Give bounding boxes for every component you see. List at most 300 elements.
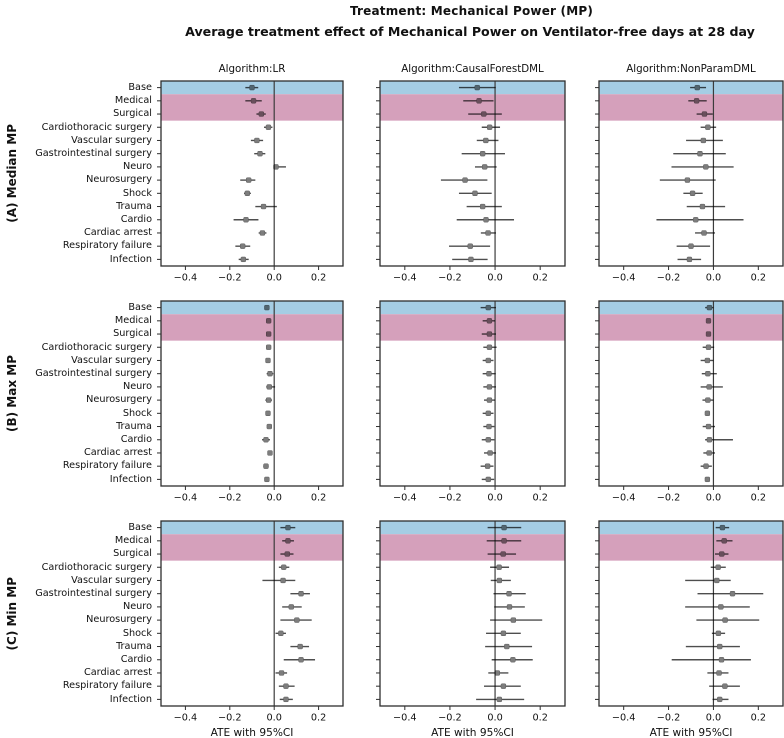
ci-point <box>441 178 487 183</box>
base-highlight-band <box>380 301 565 314</box>
x-tick-label: 0.2 <box>532 272 548 284</box>
ate-marker <box>482 164 487 169</box>
ate-marker <box>705 411 710 416</box>
ci-point <box>705 437 733 442</box>
x-tick-label: −0.4 <box>173 272 198 284</box>
x-tick-label: 0.2 <box>310 272 327 284</box>
ate-marker <box>284 684 289 689</box>
x-tick-label: −0.4 <box>173 712 198 724</box>
ci-point <box>482 437 495 442</box>
y-category-label: Infection <box>109 693 152 705</box>
ci-point <box>265 398 272 403</box>
ate-marker <box>502 525 507 530</box>
ate-marker <box>487 345 492 350</box>
ate-marker <box>261 204 266 209</box>
ate-marker <box>714 578 719 583</box>
ate-marker <box>685 178 690 183</box>
ate-marker <box>484 217 489 222</box>
ci-point <box>274 164 286 169</box>
x-tick-label: −0.4 <box>611 712 636 724</box>
medical-surgical-highlight-band <box>599 314 783 340</box>
ate-marker <box>267 424 272 429</box>
ate-marker <box>245 191 250 196</box>
ci-point <box>701 464 712 469</box>
ate-marker <box>706 424 711 429</box>
x-tick-label: −0.2 <box>438 492 462 504</box>
ate-marker <box>486 437 491 442</box>
y-category-label: Vascular surgery <box>71 134 152 146</box>
ate-marker <box>250 85 255 90</box>
y-category-label: Cardiothoracic surgery <box>41 561 152 573</box>
ate-marker <box>274 164 279 169</box>
ate-marker <box>266 332 271 337</box>
ate-marker <box>488 451 493 456</box>
medical-surgical-highlight-band <box>599 94 783 120</box>
y-category-label: Trauma <box>116 420 152 432</box>
ci-point <box>671 164 733 169</box>
x-tick-label: −0.2 <box>218 712 242 724</box>
ci-point <box>267 424 272 429</box>
y-category-label: Cardiac arrest <box>83 667 152 679</box>
ate-marker <box>694 98 699 103</box>
ci-point <box>452 257 487 262</box>
y-category-label: Surgical <box>113 328 152 340</box>
ate-marker <box>480 151 485 156</box>
ci-point <box>457 217 514 222</box>
ate-marker <box>722 684 727 689</box>
x-tick-label: −0.4 <box>611 272 636 284</box>
ate-marker <box>241 257 246 262</box>
ate-marker <box>497 578 502 583</box>
ci-point <box>263 464 268 469</box>
y-category-label: Medical <box>114 95 152 107</box>
ci-point <box>483 371 496 376</box>
ate-marker <box>481 112 486 117</box>
ci-point <box>687 204 725 209</box>
ci-point <box>493 591 525 596</box>
y-category-label: Infection <box>109 253 152 265</box>
y-category-label: Base <box>128 302 152 313</box>
ate-marker <box>487 398 492 403</box>
medical-surgical-highlight-band <box>599 534 783 560</box>
ate-marker <box>716 565 721 570</box>
ate-marker <box>716 631 721 636</box>
ate-marker <box>246 178 251 183</box>
ate-marker <box>717 644 722 649</box>
ate-marker <box>502 538 507 543</box>
ate-marker <box>480 204 485 209</box>
figure-title: Treatment: Mechanical Power (MP) <box>349 4 594 18</box>
y-category-label: Cardio <box>120 654 152 666</box>
ate-marker <box>705 125 710 130</box>
ci-point <box>276 631 286 636</box>
y-category-label: Neuro <box>122 381 152 393</box>
y-category-label: Surgical <box>113 108 152 120</box>
y-category-label: Neurosurgery <box>86 394 152 406</box>
ci-point <box>266 345 271 350</box>
ci-point <box>701 358 714 363</box>
ate-marker <box>244 217 249 222</box>
medical-surgical-highlight-band <box>380 534 565 560</box>
forest-subplot-min-mp-nonparamdml <box>599 521 783 738</box>
ate-marker <box>487 125 492 130</box>
ci-point <box>713 697 729 702</box>
ate-marker <box>497 565 502 570</box>
row-label-min-mp: (C) Min MP <box>5 576 19 651</box>
ate-marker <box>705 477 710 482</box>
ate-marker <box>704 464 709 469</box>
ci-point <box>239 257 249 262</box>
ci-point <box>284 657 315 662</box>
ate-marker <box>504 644 509 649</box>
ate-marker <box>286 525 291 530</box>
ate-marker <box>294 618 299 623</box>
ci-point <box>695 231 715 236</box>
ate-marker <box>690 191 695 196</box>
ate-marker <box>698 151 703 156</box>
ci-point <box>276 671 288 676</box>
ci-point <box>266 332 271 337</box>
x-tick-label: −0.4 <box>393 712 417 724</box>
x-axis-label: ATE with 95%CI <box>431 727 514 738</box>
x-tick-label: −0.2 <box>438 272 462 284</box>
ate-marker <box>299 657 304 662</box>
ci-point <box>484 398 495 403</box>
ate-marker <box>286 538 291 543</box>
ci-point <box>259 231 267 236</box>
ate-marker <box>289 604 294 609</box>
x-tick-label: −0.2 <box>656 272 681 284</box>
y-category-label: Trauma <box>116 640 152 652</box>
ci-point <box>482 125 500 130</box>
x-tick-label: −0.2 <box>656 492 681 504</box>
ate-marker <box>723 618 728 623</box>
ci-point <box>483 424 494 429</box>
forest-subplot-min-mp-lr <box>161 521 343 738</box>
ate-marker <box>260 231 265 236</box>
y-category-label: Neurosurgery <box>86 174 152 186</box>
y-category-label: Medical <box>114 535 152 547</box>
ci-point <box>685 604 750 609</box>
ci-point <box>280 697 293 702</box>
forest-subplot-max-mp-lr <box>161 301 343 504</box>
ci-point <box>459 191 492 196</box>
forest-subplot-min-mp-causalforestdml <box>380 521 565 738</box>
ci-point <box>290 644 309 649</box>
ate-marker <box>511 618 516 623</box>
y-category-label: Gastrointestinal surgery <box>35 368 152 380</box>
ci-point <box>268 451 273 456</box>
ate-marker <box>487 318 492 323</box>
ci-point <box>491 578 511 583</box>
base-highlight-band <box>161 521 343 534</box>
ci-point <box>484 451 496 456</box>
ate-marker <box>278 631 283 636</box>
x-tick-label: −0.2 <box>656 712 681 724</box>
ci-point <box>234 217 259 222</box>
ci-point <box>266 318 271 323</box>
forest-subplot-max-mp-nonparamdml <box>599 301 783 504</box>
y-category-label: Trauma <box>116 200 152 212</box>
x-tick-label: −0.4 <box>611 492 636 504</box>
x-tick-label: 0.0 <box>487 272 503 284</box>
ate-marker <box>264 477 269 482</box>
ate-marker <box>254 138 259 143</box>
ate-marker <box>705 398 710 403</box>
x-axis-label: ATE with 95%CI <box>649 727 733 738</box>
x-tick-label: −0.4 <box>393 492 417 504</box>
forest-subplot-median-mp-nonparamdml <box>599 81 783 284</box>
ate-marker <box>722 538 727 543</box>
x-tick-label: 0.2 <box>750 492 767 504</box>
ci-point <box>251 138 263 143</box>
ate-marker <box>705 358 710 363</box>
y-category-label: Gastrointestinal surgery <box>35 148 152 160</box>
x-tick-label: 0.2 <box>532 492 548 504</box>
x-axis-label: ATE with 95%CI <box>210 727 294 738</box>
ate-marker <box>477 98 482 103</box>
ate-marker <box>689 244 694 249</box>
ci-point <box>485 644 532 649</box>
ci-point <box>290 591 310 596</box>
ate-marker <box>268 451 273 456</box>
ate-marker <box>507 604 512 609</box>
y-category-label: Shock <box>122 187 152 199</box>
ci-point <box>279 684 295 689</box>
ate-marker <box>487 384 492 389</box>
ci-point <box>486 631 521 636</box>
ate-marker <box>487 332 492 337</box>
medical-surgical-highlight-band <box>161 534 343 560</box>
ate-marker <box>281 578 286 583</box>
ci-point <box>672 657 751 662</box>
ci-point <box>262 578 295 583</box>
y-category-label: Gastrointestinal surgery <box>35 588 152 600</box>
ate-marker <box>719 552 724 557</box>
ci-point <box>279 565 289 570</box>
x-tick-label: −0.2 <box>438 712 462 724</box>
x-tick-label: −0.4 <box>393 272 417 284</box>
ate-marker <box>707 384 712 389</box>
y-category-label: Cardio <box>120 214 152 226</box>
ci-point <box>264 305 269 310</box>
ci-point <box>282 604 302 609</box>
x-tick-label: 0.2 <box>750 272 767 284</box>
row-label-max-mp: (B) Max MP <box>5 355 19 432</box>
ate-marker <box>483 138 488 143</box>
ci-point <box>492 657 533 662</box>
x-tick-label: 0.2 <box>310 492 327 504</box>
ate-marker <box>707 437 712 442</box>
row-label-median-mp: (A) Median MP <box>5 124 19 223</box>
x-tick-label: 0.0 <box>266 272 282 284</box>
ci-point <box>494 604 525 609</box>
ci-point <box>660 178 716 183</box>
ate-marker <box>700 204 705 209</box>
column-header-causalforestdml: Algorithm:CausalForestDML <box>401 63 544 75</box>
base-highlight-band <box>380 521 565 534</box>
y-category-label: Base <box>128 82 152 93</box>
ci-point <box>705 477 710 482</box>
ci-point <box>702 398 713 403</box>
ci-point <box>490 565 509 570</box>
y-category-labels <box>0 301 157 486</box>
column-header-nonparamdml: Algorithm:NonParamDML <box>626 63 756 75</box>
ci-point <box>482 477 494 482</box>
x-tick-label: 0.0 <box>487 712 503 724</box>
ci-point <box>673 151 726 156</box>
x-tick-label: 0.2 <box>532 712 548 724</box>
figure-subtitle: Average treatment effect of Mechanical Power on Ventilator-free days at 28 day <box>185 24 755 39</box>
x-tick-label: 0.0 <box>266 712 282 724</box>
ate-marker <box>266 411 271 416</box>
ate-marker <box>501 684 506 689</box>
ate-marker <box>284 697 289 702</box>
forest-subplot-median-mp-lr <box>161 81 343 284</box>
ci-point <box>707 671 728 676</box>
y-category-label: Neuro <box>122 161 152 173</box>
ate-marker <box>240 244 245 249</box>
ci-point <box>701 384 723 389</box>
ate-marker <box>486 231 491 236</box>
ate-marker <box>299 591 304 596</box>
ate-marker <box>266 398 271 403</box>
ate-marker <box>693 217 698 222</box>
ate-marker <box>717 697 722 702</box>
y-category-label: Cardio <box>120 434 152 446</box>
ate-marker <box>730 591 735 596</box>
ate-marker <box>706 332 711 337</box>
x-tick-label: 0.0 <box>705 492 722 504</box>
ate-marker <box>507 591 512 596</box>
x-tick-label: 0.2 <box>310 712 327 724</box>
base-highlight-band <box>161 301 343 314</box>
ate-marker <box>705 371 710 376</box>
ate-marker <box>701 138 706 143</box>
forest-subplot-max-mp-causalforestdml <box>380 301 565 504</box>
medical-surgical-highlight-band <box>380 314 565 340</box>
y-category-labels <box>0 81 157 266</box>
ci-point <box>475 164 497 169</box>
y-category-labels <box>0 521 157 706</box>
ate-marker <box>720 525 725 530</box>
ci-point <box>483 358 494 363</box>
y-category-label: Vascular surgery <box>71 574 152 586</box>
y-category-label: Cardiothoracic surgery <box>41 341 152 353</box>
ate-marker <box>264 464 269 469</box>
ci-point <box>706 318 711 323</box>
ate-marker <box>486 358 491 363</box>
ci-point <box>244 191 251 196</box>
medical-surgical-highlight-band <box>161 314 343 340</box>
y-category-label: Cardiac arrest <box>83 227 152 239</box>
ci-point <box>280 618 311 623</box>
ate-marker <box>486 411 491 416</box>
ate-marker <box>702 231 707 236</box>
ate-marker <box>501 552 506 557</box>
ci-point <box>254 151 265 156</box>
y-category-label: Shock <box>122 627 152 639</box>
x-tick-label: 0.0 <box>705 272 722 284</box>
x-tick-label: 0.0 <box>705 712 722 724</box>
column-header-lr: Algorithm:LR <box>218 63 286 75</box>
ci-point <box>483 411 494 416</box>
ate-marker <box>298 644 303 649</box>
y-category-label: Surgical <box>113 548 152 560</box>
x-tick-label: 0.0 <box>487 492 503 504</box>
ate-marker <box>486 477 491 482</box>
ate-marker <box>687 257 692 262</box>
ate-marker <box>473 191 478 196</box>
y-category-label: Vascular surgery <box>71 354 152 366</box>
y-category-label: Respiratory failure <box>62 680 152 692</box>
ci-point <box>449 244 490 249</box>
ate-marker <box>475 85 480 90</box>
ate-marker <box>707 305 712 310</box>
ate-marker <box>258 151 263 156</box>
ate-marker <box>281 565 286 570</box>
ci-point <box>266 411 271 416</box>
ci-point <box>266 358 271 363</box>
ate-marker <box>469 257 474 262</box>
medical-surgical-highlight-band <box>380 94 565 120</box>
ate-marker <box>266 345 271 350</box>
ate-marker <box>495 671 500 676</box>
ci-point <box>677 244 710 249</box>
ate-marker <box>485 464 490 469</box>
ate-marker <box>706 345 711 350</box>
ci-point <box>481 464 494 469</box>
ate-marker <box>264 437 269 442</box>
ate-marker <box>267 384 272 389</box>
ci-point <box>490 618 542 623</box>
ci-point <box>656 217 743 222</box>
y-category-label: Respiratory failure <box>62 460 152 472</box>
ci-point <box>235 244 250 249</box>
y-category-label: Medical <box>114 315 152 327</box>
ate-marker <box>266 318 271 323</box>
x-tick-label: −0.4 <box>173 492 198 504</box>
ci-point <box>706 332 711 337</box>
ate-marker <box>486 305 491 310</box>
y-category-label: Neuro <box>122 601 152 613</box>
ate-marker <box>285 552 290 557</box>
ci-point <box>705 411 710 416</box>
ci-point <box>240 178 255 183</box>
ate-marker <box>468 244 473 249</box>
ci-point <box>484 684 521 689</box>
ci-point <box>488 671 508 676</box>
ci-point <box>683 191 702 196</box>
ate-marker <box>695 85 700 90</box>
ate-marker <box>717 671 722 676</box>
y-category-label: Cardiothoracic surgery <box>41 121 152 133</box>
ate-marker <box>510 657 515 662</box>
ate-marker <box>702 112 707 117</box>
y-category-label: Shock <box>122 407 152 419</box>
ci-point <box>702 371 717 376</box>
ate-marker <box>718 604 723 609</box>
ate-marker <box>487 424 492 429</box>
ate-marker <box>268 371 273 376</box>
ate-marker <box>703 164 708 169</box>
x-tick-label: 0.0 <box>266 492 282 504</box>
ci-point <box>703 345 714 350</box>
ci-point <box>685 578 731 583</box>
x-tick-label: −0.2 <box>218 492 242 504</box>
ci-point <box>476 697 524 702</box>
base-highlight-band <box>599 521 783 534</box>
